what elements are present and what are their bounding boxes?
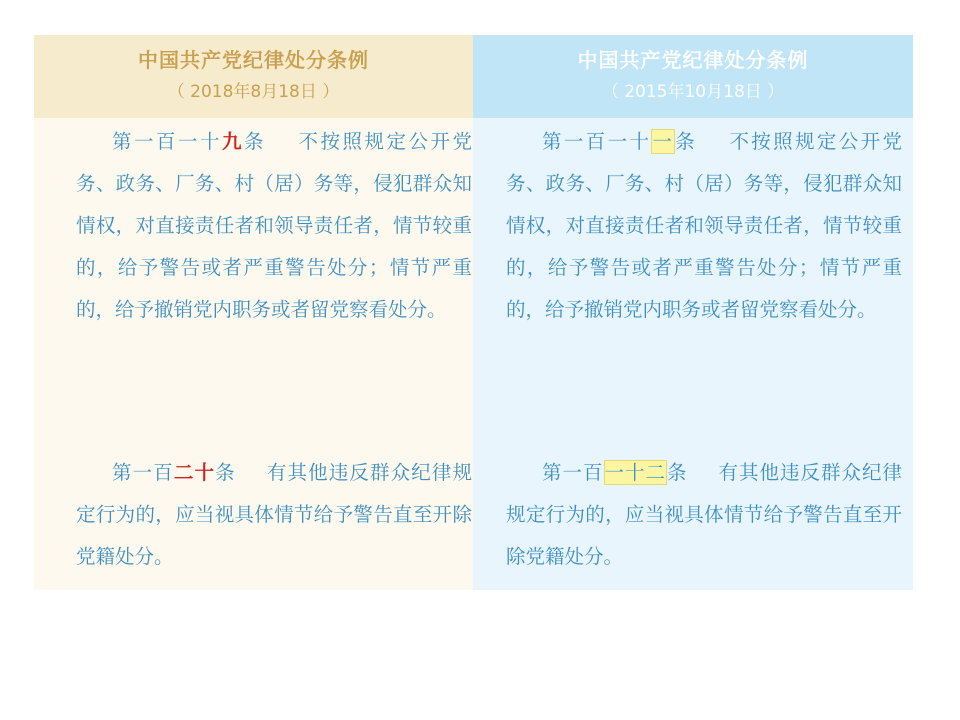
article-119-2018 xyxy=(76,121,472,331)
article-text: 不按照规定公开党务、政务、厂务、村（居）务等，侵犯群众知情权，对直接责任者和领导责任者，情节较重的，给予警告或者严重警告处分；情节严重的，给予撤销党内职务或者留党察看处分。 xyxy=(76,130,472,321)
article-number: 第一百一十二条 xyxy=(542,461,688,484)
regulation-title-2015: 中国共产党纪律处分条例 xyxy=(577,48,809,72)
regulation-date-2015: （ 2015年10月18日 ） xyxy=(601,82,785,102)
article-111-2015 xyxy=(506,121,902,331)
column-header-2018 xyxy=(34,35,473,118)
regulation-title-2018: 中国共产党纪律处分条例 xyxy=(138,48,369,72)
changed-number: 九 xyxy=(221,130,244,153)
regulation-date-2018: （ 2018年8月18日 ） xyxy=(167,82,340,102)
article-number: 第一百一十一条 xyxy=(542,130,698,153)
highlighted-number: 一 xyxy=(652,130,675,153)
highlighted-number: 一十二 xyxy=(604,461,666,484)
column-2015 xyxy=(473,35,913,590)
article-112-2015 xyxy=(506,452,902,578)
column-header-2015 xyxy=(473,35,913,118)
article-text: 有其他违反群众纪律规定行为的，应当视具体情节给予警告直至开除党籍处分。 xyxy=(76,461,472,568)
changed-number: 二十 xyxy=(173,461,216,484)
article-text: 有其他违反群众纪律规定行为的，应当视具体情节给予警告直至开除党籍处分。 xyxy=(506,461,902,568)
article-number: 第一百二十条 xyxy=(112,461,236,484)
comparison-table xyxy=(34,35,913,590)
article-number: 第一百一十九条 xyxy=(112,130,266,153)
article-text: 不按照规定公开党务、政务、厂务、村（居）务等，侵犯群众知情权，对直接责任者和领导责任者，情节较重的，给予警告或者严重警告处分；情节严重的，给予撤销党内职务或者留党察看处分。 xyxy=(506,130,902,321)
article-120-2018 xyxy=(76,452,472,578)
column-2018 xyxy=(34,35,473,590)
